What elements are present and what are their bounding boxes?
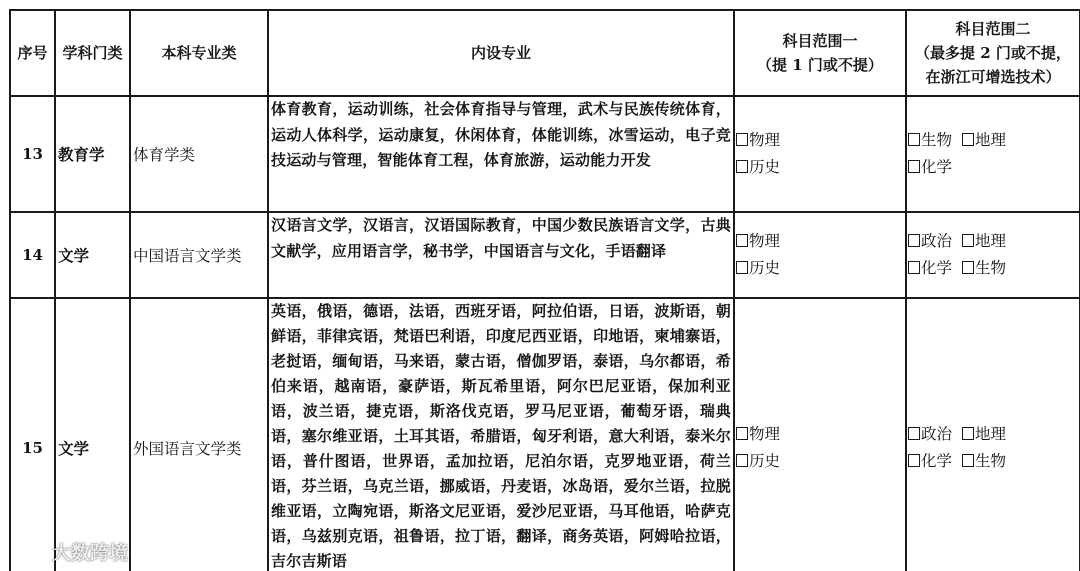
checkbox-icon [962, 261, 974, 274]
range2-option [908, 448, 952, 475]
checkbox-icon [736, 454, 748, 467]
range2-option [908, 127, 952, 154]
row-major-class: 中国语言文学类 [130, 212, 268, 298]
checkbox-icon [736, 427, 748, 440]
checkbox-icon [908, 454, 920, 467]
row-majors: 体育教育，运动训练，社会体育指导与管理，武术与民族传统体育，运动人体科学，运动康复，休闲体育，体能训练，冰雪运动，电子竞技运动与管理，智能体育工程，体育旅游，运动能力开发 [268, 96, 734, 212]
checkbox-icon [908, 133, 920, 146]
range2-option-label: 政治 [921, 425, 953, 443]
range1-option [736, 448, 905, 475]
header-row [10, 10, 1080, 96]
range1-option-label: 物理 [749, 425, 781, 443]
header-range1-title: 科目范围一 [782, 32, 858, 50]
range1-option-label: 历史 [749, 158, 781, 176]
header-range2 [906, 10, 1080, 96]
range2-line [908, 448, 1079, 475]
range1-option-label: 历史 [749, 452, 781, 470]
row-major-class: 外国语言文学类 [130, 298, 268, 571]
range2-option [962, 127, 1006, 154]
row-range2 [906, 298, 1080, 571]
checkbox-icon [962, 427, 974, 440]
range2-option [962, 255, 1006, 282]
range2-line [908, 228, 1079, 255]
range2-option [908, 154, 952, 181]
range2-option-label: 化学 [921, 259, 953, 277]
range2-option-label: 地理 [975, 425, 1007, 443]
table-row [10, 212, 1080, 298]
checkbox-icon [736, 133, 748, 146]
row-category: 教育学 [55, 96, 130, 212]
range2-option [908, 228, 952, 255]
row-category: 文学 [55, 298, 130, 571]
checkbox-icon [962, 234, 974, 247]
range2-option-label: 生物 [975, 259, 1007, 277]
range2-option-label: 生物 [921, 131, 953, 149]
range2-option [908, 421, 952, 448]
watermark-text: 大数跨境 [52, 542, 129, 564]
checkbox-icon [908, 261, 920, 274]
row-range1 [734, 212, 906, 298]
header-range2-title: 科目范围二 [955, 20, 1031, 38]
row-number: 13 [10, 96, 55, 212]
header-range1 [734, 10, 906, 96]
checkbox-icon [908, 234, 920, 247]
range1-option-label: 物理 [749, 131, 781, 149]
row-category: 文学 [55, 212, 130, 298]
range2-option-label: 生物 [975, 452, 1007, 470]
header-major-class: 本科专业类 [130, 10, 268, 96]
header-range1-note: （提 1 门或不提） [757, 56, 883, 74]
table-row [10, 298, 1080, 571]
range2-option-label: 地理 [975, 131, 1007, 149]
range1-option [736, 421, 905, 448]
header-seq: 序号 [10, 10, 55, 96]
checkbox-icon [736, 261, 748, 274]
row-majors: 英语，俄语，德语，法语，西班牙语，阿拉伯语，日语，波斯语，朝鲜语，菲律宾语，梵语巴利语，印度尼西亚语，印地语，柬埔寨语，老挝语，缅甸语，马来语，蒙古语，僧伽罗语，泰语，乌尔都语，希伯来语，越南语，豪萨语，斯瓦希里语，阿尔巴尼亚语，保加利亚语，波兰语，捷克语，斯洛伐克语，罗马尼亚语，葡萄牙语，瑞典语，塞尔维亚语，土耳其语，希腊语，匈牙利语，意大利语，泰米尔语，普什图语，世界语，孟加拉语，尼泊尔语，克罗地亚语，荷兰语，芬兰语，乌克兰语，挪威语，丹麦语，冰岛语，爱尔兰语，拉脱维亚语，立陶宛语，斯洛文尼亚语，爱沙尼亚语，马耳他语，哈萨克语，乌兹别克语，祖鲁语，拉丁语，翻译，商务英语，阿姆哈拉语，吉尔吉斯语 [268, 298, 734, 571]
range2-option [962, 228, 1006, 255]
checkbox-icon [962, 133, 974, 146]
range2-option [962, 448, 1006, 475]
range1-option-label: 历史 [749, 259, 781, 277]
checkbox-icon [908, 160, 920, 173]
range2-option [908, 255, 952, 282]
checkbox-icon [736, 160, 748, 173]
range2-option-label: 化学 [921, 452, 953, 470]
range2-line [908, 154, 1079, 181]
range1-option [736, 154, 905, 181]
checkbox-icon [908, 427, 920, 440]
checkbox-icon [736, 234, 748, 247]
header-majors: 内设专业 [268, 10, 734, 96]
checkbox-icon [962, 454, 974, 467]
subject-requirements-table [9, 9, 1080, 571]
row-range2 [906, 96, 1080, 212]
table-row [10, 96, 1080, 212]
row-range1 [734, 96, 906, 212]
range1-option [736, 255, 905, 282]
row-range1 [734, 298, 906, 571]
range2-option-label: 政治 [921, 232, 953, 250]
header-range2-note: （最多提 2 门或不提， [915, 44, 1071, 62]
header-range2-note-2: 在浙江可增选技术） [925, 68, 1061, 86]
header-category: 学科门类 [55, 10, 130, 96]
row-number: 15 [10, 298, 55, 571]
range1-option [736, 228, 905, 255]
range2-line [908, 421, 1079, 448]
row-range2 [906, 212, 1080, 298]
row-majors: 汉语言文学，汉语言，汉语国际教育，中国少数民族语言文学，古典文献学，应用语言学，秘书学，中国语言与文化，手语翻译 [268, 212, 734, 298]
range2-option-label: 地理 [975, 232, 1007, 250]
range2-line [908, 127, 1079, 154]
range1-option-label: 物理 [749, 232, 781, 250]
row-number: 14 [10, 212, 55, 298]
row-major-class: 体育学类 [130, 96, 268, 212]
range1-option [736, 127, 905, 154]
range2-line [908, 255, 1079, 282]
range2-option [962, 421, 1006, 448]
range2-option-label: 化学 [921, 158, 953, 176]
